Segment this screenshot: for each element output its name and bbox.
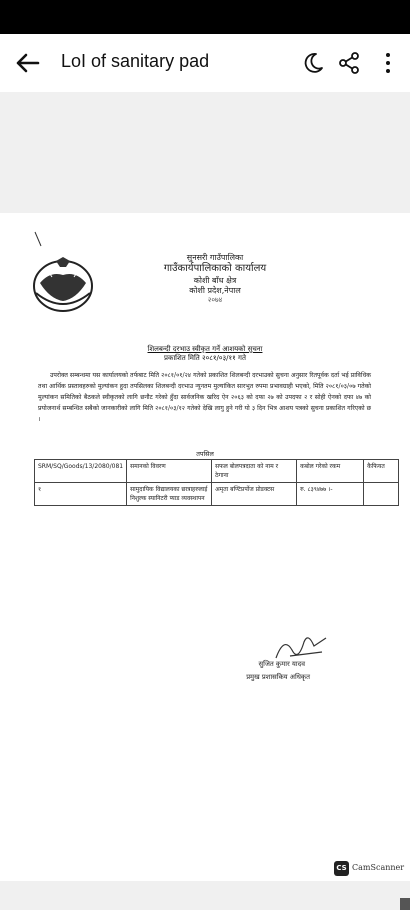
office-line-2: गाउँकार्यपालिकाको कार्यालय (163, 263, 267, 274)
table-header-cell: SRM/SQ/Goods/13/2080/081 (35, 460, 127, 483)
share-icon[interactable] (337, 51, 361, 75)
table-header-cell: समानको विवरण (127, 460, 212, 483)
office-header (120, 253, 310, 304)
table-cell: १ (35, 483, 127, 506)
pen-mark (34, 231, 42, 247)
camscanner-text: CamScanner (352, 863, 405, 872)
table-header-row (35, 460, 399, 483)
office-line-3: कोशी बाँध क्षेत्र (193, 275, 237, 285)
arrow-left-icon[interactable] (12, 48, 42, 78)
table-header-cell: कबोल गरेको रकम (297, 460, 364, 483)
camscanner-logo-icon: CS (334, 861, 349, 876)
more-vertical-icon[interactable] (378, 51, 398, 75)
app-bar (0, 34, 410, 93)
office-line-5: २०७४ (207, 295, 223, 304)
notice-body: उपरोक्त सम्बन्धमा यस कार्यालयको तर्फबाट मिति २०८१/०१/२४ गतेको प्रकाशित शिलबन्दी दरभाउको सुचना अनुसार रितपूर्वक दर्ता भई प्राविधिक तथा आर्थिक प्रस्तावहरुको मुल्यांकन हुदा तपसिलका शिलबन्दी दरभाउ न्युनतम मुल्यांकित सारभुत रुपमा प्रभावग्राही भएको, मिति २०८१/०३/०७ गतेको मुल्यांकन समितिको बैठकले स्वीकृतको लागि छनौट गरेको हुँदा सार्वजनिक खरिद ऐन २०६३ को दफा २७ को उपदफा २ र सोही ऐनको दफा ४७ को प्रयोजनार्थ सम्बन्धित सबैको जानकारीको लागि मिति २०८१/०३/१२ गतेको देखि लागु हुने गरी यो ३ दिन भित्र आशय पत्रको सुचना प्रकाशित गरिएको छ । (38, 372, 371, 423)
document-viewer[interactable] (0, 92, 410, 910)
office-line-4: कोशी प्रदेश,नेपाल (189, 285, 241, 295)
table-header-cell: सफल बोलपत्रदाता को नाम र ठेगाना (212, 460, 297, 483)
document-page[interactable] (0, 213, 410, 881)
table-cell (364, 483, 399, 506)
table-caption: तपसिल (196, 450, 214, 458)
table-cell: अमृता बण्टिप्रर्पोज प्रोडक्टस (212, 483, 297, 506)
seal-emblem (30, 253, 96, 315)
scrollbar-thumb[interactable] (400, 898, 410, 910)
table-cell: रु. ८३९४७७ ।- (297, 483, 364, 506)
table-row (35, 483, 399, 506)
status-bar (0, 0, 410, 34)
signatory-name: सुजित कुमार यादव (258, 660, 305, 668)
notice-title: शिलबन्दी दरभाउ स्वीकृत गर्ने आशयको सुचना (147, 345, 263, 353)
document-title: LoI of sanitary pad (61, 51, 210, 71)
table-cell: सामुदायिक विद्यालयका छात्राहरुलाई निशुल्क स्यानिटरी प्याड व्यवस्थापन (127, 483, 212, 506)
signatory-title: प्रमुख प्रशासकिय अधिकृत (246, 673, 310, 681)
moon-icon[interactable] (301, 51, 325, 75)
office-line-1: सुनसरी गाउँपालिका (186, 253, 244, 262)
bid-table (34, 459, 399, 506)
table-header-cell: कैफियत (364, 460, 399, 483)
published-date: प्रकाशित मिति २०८१/०३/११ गते (164, 354, 246, 362)
